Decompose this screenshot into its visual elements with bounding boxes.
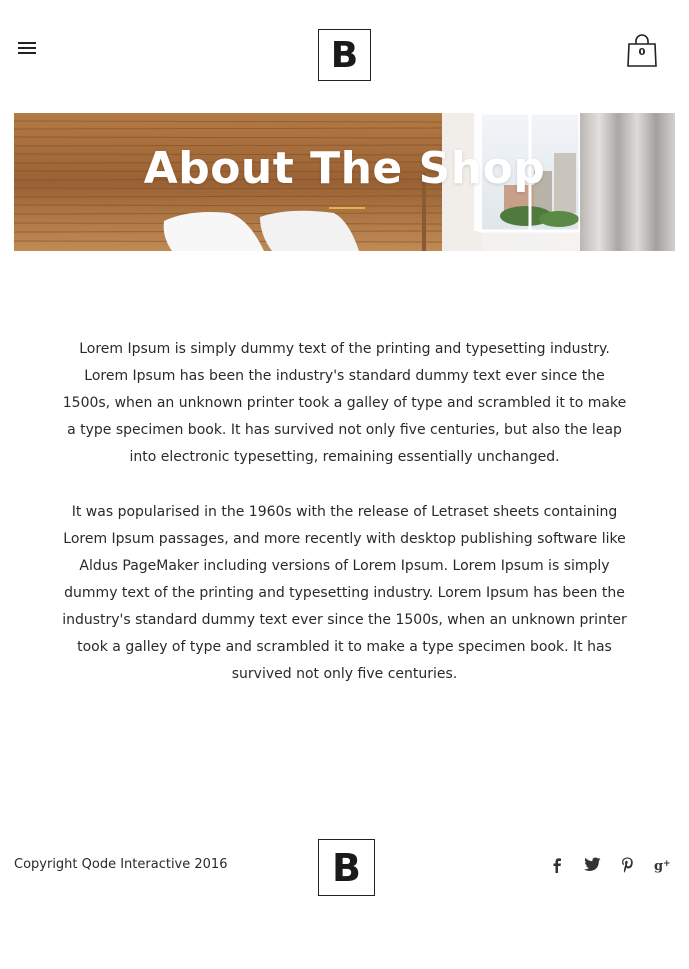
page-title: About The Shop [143, 143, 546, 194]
facebook-icon[interactable] [550, 857, 564, 875]
title-accent-line [329, 207, 365, 209]
paragraph-2: It was popularised in the 1960s with the release of Letraset sheets containing Lorem Ipsum passages, and more recently with desktop publishing software like Aldus PageMaker including versions of Lorem Ipsum. Lorem Ipsum is simply dummy text of the printing and typesetting industry. Lorem Ipsum has been the industry's standard dummy text ever since the 1500s, when an unknown printer took a galley of type and scrambled it to make a type specimen book. It has survived not only five centuries. [62, 504, 627, 682]
google-plus-icon[interactable] [653, 857, 673, 875]
paragraph-1: Lorem Ipsum is simply dummy text of the printing and typesetting industry. Lorem Ipsum has been the industry's standard dummy text ever since the 1500s, when an unknown printer took a galley of type and scrambled it to make a type specimen book. It has survived not only five centuries, but also the leap into electronic typesetting, remaining essentially unchanged. [62, 341, 627, 465]
about-content [60, 336, 629, 688]
site-logo[interactable]: B [318, 29, 371, 81]
copyright-text: Copyright Qode Interactive 2016 [14, 857, 228, 872]
twitter-icon[interactable] [583, 857, 601, 875]
site-header [0, 0, 689, 112]
pinterest-icon[interactable] [620, 857, 634, 875]
site-footer [0, 830, 689, 910]
hero-banner [14, 113, 675, 251]
shopping-cart-button[interactable] [626, 34, 658, 68]
footer-logo[interactable]: B [318, 839, 375, 896]
svg-text:g: g [654, 859, 664, 873]
cart-count-badge: 0 [638, 47, 646, 58]
hamburger-menu-icon[interactable] [18, 42, 36, 56]
svg-text:+: + [663, 859, 671, 869]
